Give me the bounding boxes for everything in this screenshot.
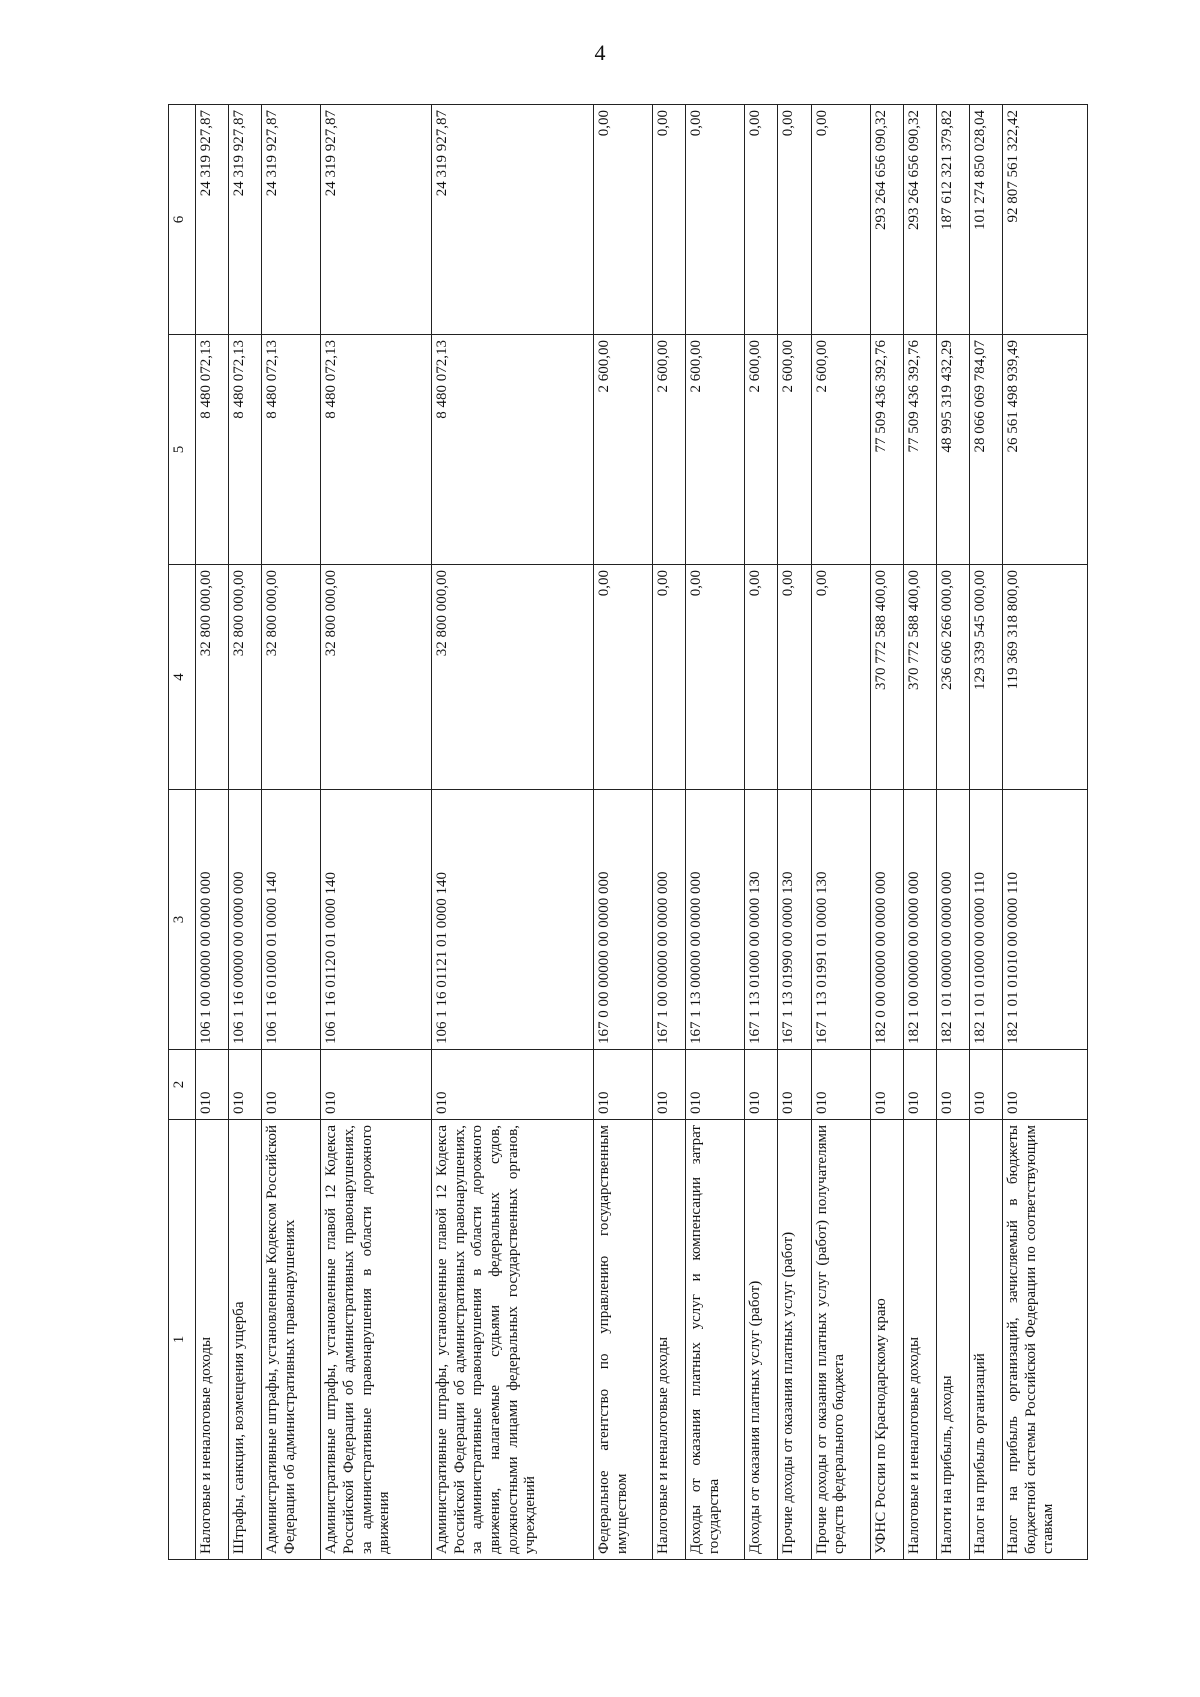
table-row xyxy=(686,105,745,1560)
column-header: 2 xyxy=(169,1050,196,1120)
column-header: 1 xyxy=(169,1120,196,1560)
row-kbk: 182 1 01 00000 00 0000 000 xyxy=(936,790,969,1050)
row-kbk: 167 0 00 00000 00 0000 000 xyxy=(594,790,653,1050)
row-code: 010 xyxy=(969,1050,1002,1120)
row-col5: 2 600,00 xyxy=(594,335,653,565)
table-row xyxy=(594,105,653,1560)
row-code: 010 xyxy=(196,1050,229,1120)
column-header: 6 xyxy=(169,105,196,335)
page-number: 4 xyxy=(594,40,606,65)
row-col6: 0,00 xyxy=(653,105,686,335)
row-kbk: 167 1 00 00000 00 0000 000 xyxy=(653,790,686,1050)
table-row xyxy=(1003,105,1088,1560)
revenue-table xyxy=(168,104,1088,1560)
row-code: 010 xyxy=(778,1050,811,1120)
row-col6: 0,00 xyxy=(686,105,745,335)
table-row xyxy=(431,105,593,1560)
row-kbk: 167 1 13 01991 01 0000 130 xyxy=(811,790,870,1050)
row-col6: 187 612 321 379,82 xyxy=(936,105,969,335)
row-name: Административные штрафы, установленные главой 12 Кодекса Российской Федерации об административных правонарушениях, за административные правонарушения в области дорожного движения, налагаемые судьями федеральных судов, должностными лицами федеральных государственных органов, учреждений xyxy=(431,1120,593,1560)
table-row xyxy=(811,105,870,1560)
row-col5: 2 600,00 xyxy=(745,335,778,565)
row-name: Федеральное агентство по управлению государственным имуществом xyxy=(594,1120,653,1560)
row-col5: 2 600,00 xyxy=(811,335,870,565)
row-code: 010 xyxy=(594,1050,653,1120)
row-kbk: 167 1 13 00000 00 0000 000 xyxy=(686,790,745,1050)
row-col5: 77 509 436 392,76 xyxy=(903,335,936,565)
row-col4: 32 800 000,00 xyxy=(229,565,262,790)
row-code: 010 xyxy=(686,1050,745,1120)
row-name: Доходы от оказания платных услуг и компенсации затрат государства xyxy=(686,1120,745,1560)
table-header-row xyxy=(169,105,196,1560)
row-col6: 293 264 656 090,32 xyxy=(870,105,903,335)
row-name: Штрафы, санкции, возмещения ущерба xyxy=(229,1120,262,1560)
row-code: 010 xyxy=(1003,1050,1088,1120)
row-code: 010 xyxy=(811,1050,870,1120)
row-name: Налоги на прибыль, доходы xyxy=(936,1120,969,1560)
row-col4: 0,00 xyxy=(594,565,653,790)
row-col4: 0,00 xyxy=(745,565,778,790)
row-kbk: 182 0 00 00000 00 0000 000 xyxy=(870,790,903,1050)
row-col6: 24 319 927,87 xyxy=(321,105,432,335)
table-row xyxy=(196,105,229,1560)
row-name: Доходы от оказания платных услуг (работ) xyxy=(745,1120,778,1560)
row-kbk: 182 1 01 01010 00 0000 110 xyxy=(1003,790,1088,1050)
row-name: Прочие доходы от оказания платных услуг (работ) получателями средств федерального бюджета xyxy=(811,1120,870,1560)
row-kbk: 182 1 01 01000 00 0000 110 xyxy=(969,790,1002,1050)
row-col4: 32 800 000,00 xyxy=(431,565,593,790)
row-col4: 370 772 588 400,00 xyxy=(903,565,936,790)
row-code: 010 xyxy=(431,1050,593,1120)
table-row xyxy=(936,105,969,1560)
row-col5: 48 995 319 432,29 xyxy=(936,335,969,565)
row-name: Налоговые и неналоговые доходы xyxy=(196,1120,229,1560)
table-row xyxy=(321,105,432,1560)
table-row xyxy=(969,105,1002,1560)
row-col5: 26 561 498 939,49 xyxy=(1003,335,1088,565)
row-col5: 8 480 072,13 xyxy=(196,335,229,565)
row-col6: 24 319 927,87 xyxy=(229,105,262,335)
row-name: Налог на прибыль организаций, зачисляемый в бюджеты бюджетной системы Российской Федерации по соответствующим ставкам xyxy=(1003,1120,1088,1560)
row-col4: 0,00 xyxy=(686,565,745,790)
table-row xyxy=(870,105,903,1560)
row-col5: 8 480 072,13 xyxy=(229,335,262,565)
table-row xyxy=(262,105,321,1560)
row-col5: 8 480 072,13 xyxy=(321,335,432,565)
table-row xyxy=(745,105,778,1560)
row-col5: 8 480 072,13 xyxy=(431,335,593,565)
row-col5: 2 600,00 xyxy=(778,335,811,565)
row-col5: 2 600,00 xyxy=(653,335,686,565)
table-row xyxy=(778,105,811,1560)
row-code: 010 xyxy=(745,1050,778,1120)
row-col4: 0,00 xyxy=(778,565,811,790)
row-col4: 32 800 000,00 xyxy=(196,565,229,790)
row-col4: 129 339 545 000,00 xyxy=(969,565,1002,790)
row-code: 010 xyxy=(936,1050,969,1120)
row-col4: 32 800 000,00 xyxy=(262,565,321,790)
rotated-table-container xyxy=(168,105,1088,1560)
row-code: 010 xyxy=(321,1050,432,1120)
row-code: 010 xyxy=(870,1050,903,1120)
row-col5: 2 600,00 xyxy=(686,335,745,565)
row-kbk: 106 1 16 01121 01 0000 140 xyxy=(431,790,593,1050)
row-col6: 293 264 656 090,32 xyxy=(903,105,936,335)
row-kbk: 182 1 00 00000 00 0000 000 xyxy=(903,790,936,1050)
row-col6: 101 274 850 028,04 xyxy=(969,105,1002,335)
row-kbk: 106 1 00 00000 00 0000 000 xyxy=(196,790,229,1050)
row-col6: 24 319 927,87 xyxy=(196,105,229,335)
row-name: УФНС России по Краснодарскому краю xyxy=(870,1120,903,1560)
row-name: Прочие доходы от оказания платных услуг (работ) xyxy=(778,1120,811,1560)
row-kbk: 106 1 16 01000 01 0000 140 xyxy=(262,790,321,1050)
row-col4: 0,00 xyxy=(653,565,686,790)
row-col6: 92 807 561 322,42 xyxy=(1003,105,1088,335)
column-header: 4 xyxy=(169,565,196,790)
row-name: Налоговые и неналоговые доходы xyxy=(653,1120,686,1560)
table-row xyxy=(903,105,936,1560)
row-col6: 24 319 927,87 xyxy=(431,105,593,335)
row-name: Налоговые и неналоговые доходы xyxy=(903,1120,936,1560)
row-col6: 0,00 xyxy=(811,105,870,335)
row-code: 010 xyxy=(262,1050,321,1120)
row-kbk: 106 1 16 01120 01 0000 140 xyxy=(321,790,432,1050)
column-header: 5 xyxy=(169,335,196,565)
row-code: 010 xyxy=(229,1050,262,1120)
row-col4: 0,00 xyxy=(811,565,870,790)
column-header: 3 xyxy=(169,790,196,1050)
row-col6: 0,00 xyxy=(745,105,778,335)
table-row xyxy=(653,105,686,1560)
row-name: Налог на прибыль организаций xyxy=(969,1120,1002,1560)
row-code: 010 xyxy=(653,1050,686,1120)
row-kbk: 167 1 13 01990 00 0000 130 xyxy=(778,790,811,1050)
row-name: Административные штрафы, установленные главой 12 Кодекса Российской Федерации об административных правонарушениях, за административные правонарушения в области дорожного движения xyxy=(321,1120,432,1560)
row-col4: 370 772 588 400,00 xyxy=(870,565,903,790)
row-col6: 0,00 xyxy=(778,105,811,335)
row-code: 010 xyxy=(903,1050,936,1120)
row-col5: 8 480 072,13 xyxy=(262,335,321,565)
row-col4: 119 369 318 800,00 xyxy=(1003,565,1088,790)
row-col6: 24 319 927,87 xyxy=(262,105,321,335)
row-col5: 28 066 069 784,07 xyxy=(969,335,1002,565)
row-col4: 236 606 266 000,00 xyxy=(936,565,969,790)
row-name: Административные штрафы, установленные Кодексом Российской Федерации об административных правонарушениях xyxy=(262,1120,321,1560)
row-kbk: 167 1 13 01000 00 0000 130 xyxy=(745,790,778,1050)
row-kbk: 106 1 16 00000 00 0000 000 xyxy=(229,790,262,1050)
row-col5: 77 509 436 392,76 xyxy=(870,335,903,565)
table-row xyxy=(229,105,262,1560)
row-col6: 0,00 xyxy=(594,105,653,335)
row-col4: 32 800 000,00 xyxy=(321,565,432,790)
